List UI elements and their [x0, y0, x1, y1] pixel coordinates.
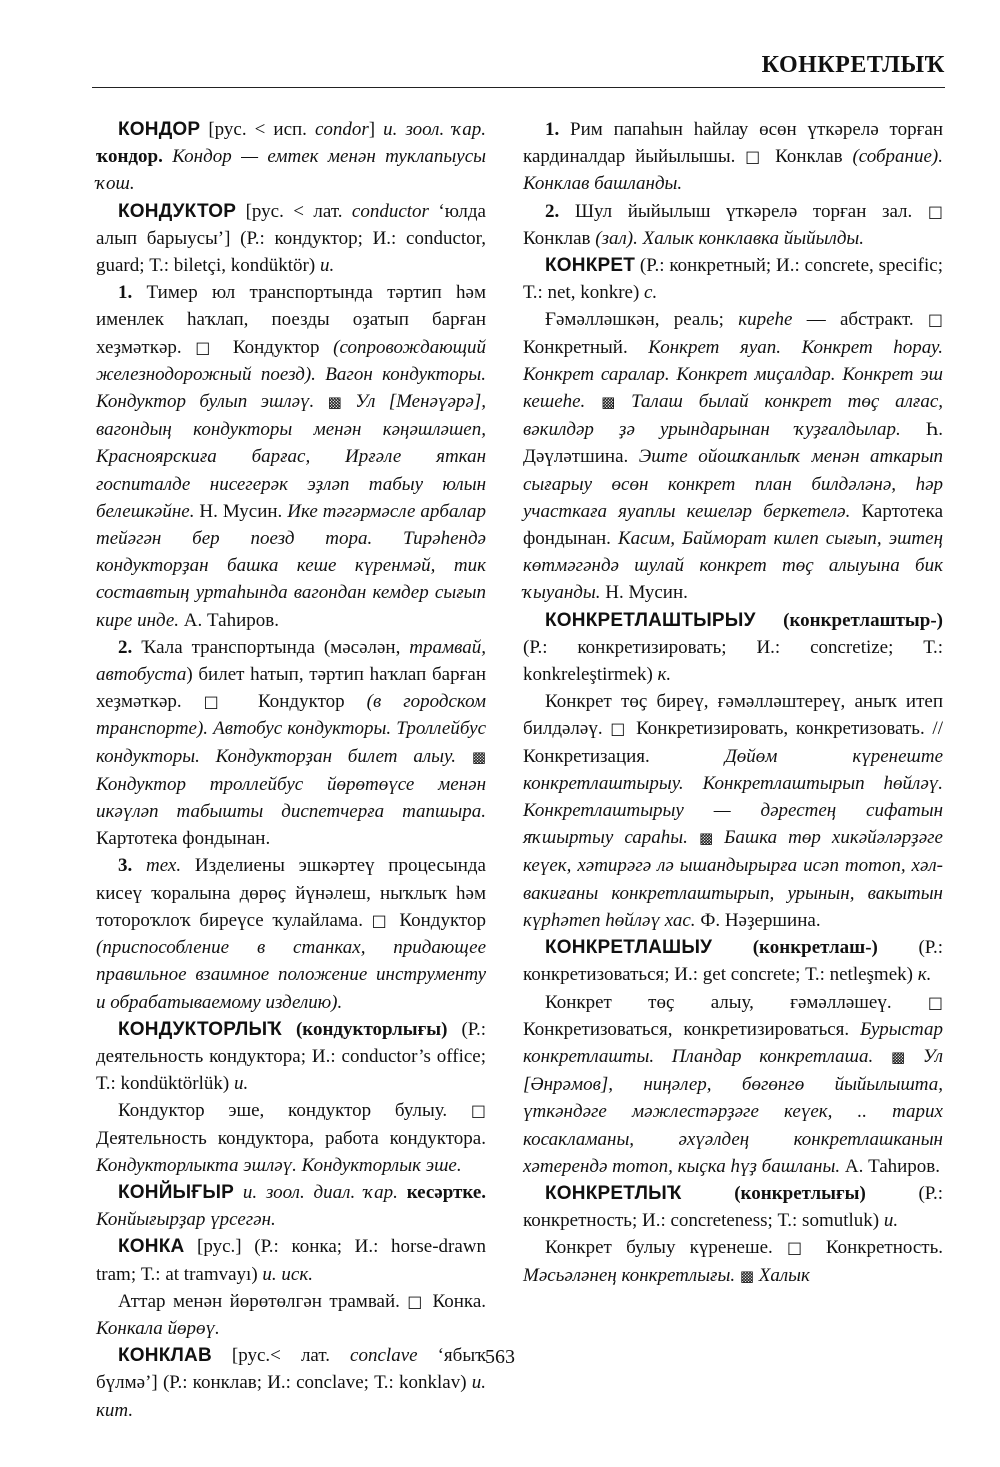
headword: КОНКРЕТ	[545, 255, 636, 277]
sense-text: ) билет һатып, тәртип һаҡлап барған хеҙмәткәр.	[96, 664, 486, 713]
definition	[96, 1097, 486, 1179]
definition-text: Конкретизировать, конкретизовать. // Конкретизация.	[523, 718, 943, 767]
definition-text: Конкретность.	[811, 1237, 943, 1259]
sense-number: 1.	[118, 282, 133, 304]
sense-text: Кондуктор	[390, 909, 486, 931]
page-number: 563	[485, 1346, 515, 1368]
entry-konkret	[523, 252, 943, 306]
definition	[523, 1234, 943, 1289]
entry-bold: ҡондор.	[96, 146, 173, 168]
space	[132, 855, 146, 876]
translation-box-icon: □	[927, 201, 943, 221]
definition-text: Конкретный.	[523, 336, 649, 358]
definition	[96, 1288, 486, 1342]
translation-box-icon: □	[407, 1291, 426, 1311]
sense-1	[523, 116, 943, 198]
definition	[523, 306, 943, 606]
entry-italic: с.	[644, 282, 658, 304]
entry-kondor	[96, 116, 486, 198]
entry-bold: (конкретлаштыр-)	[755, 609, 943, 631]
citation-author: А. Таһиров.	[179, 609, 279, 631]
entry-example: Конйығырҙар үрсегән.	[96, 1209, 276, 1231]
entry-example: Кондор — емтек менән туклanыусы ҡош.	[96, 146, 486, 195]
entry-konkretlashtyryu	[523, 607, 943, 689]
headword: КОНДОР	[118, 119, 201, 140]
sense-text: Кондуктор	[236, 691, 367, 713]
entry-italic: и.	[319, 255, 335, 277]
entry-text: (Р.: конкретность; И.: concreteness; Т.: somutluk)	[523, 1182, 943, 1232]
definition-text: Кондуктор эше, кондуктор булыу.	[118, 1100, 471, 1122]
sense-italic: тех.	[146, 855, 182, 877]
definition-example: Конкала йөрөү.	[96, 1317, 220, 1339]
sense-text: Тимер юл транспортында тәртип һәм именлек һаҡлап, поезды оҙатып барған хеҙмәткәр.	[96, 282, 486, 358]
definition-text: Конка.	[425, 1290, 487, 1312]
translation-box-icon: □	[195, 337, 220, 357]
definition-example: Кондукторлыкта эшләү. Кондукторлык эше.	[96, 1154, 462, 1176]
sense-text: Конклав	[765, 146, 853, 168]
definition-text: Конкретизоваться, конкретизироваться.	[523, 1018, 861, 1040]
definition-text: Конкрет төҫ алыу, ғәмәлләшеү.	[545, 991, 928, 1013]
citation-text: Башка төр хикәйәләрҙәге кеүек, хәтирәгә лә ышандырырға исәп тотоп, хәл-вакиғаны конкретлаштырып, урынын, вакытын күрһәтеп һөйләү хас.	[523, 827, 943, 931]
citation-square-icon: ▩	[471, 747, 487, 766]
citation-square-icon: ▩	[890, 1047, 906, 1066]
entry-italic: к.	[917, 964, 932, 986]
entry-text: (Р.: деятельность кондуктора; И.: conductor’s office; Т.: kondüktörlük)	[96, 1018, 486, 1095]
entry-konyygyr	[96, 1179, 486, 1233]
entry-text: (Р.: конкретизоваться; И.: get concrete; Т.: netleşmek)	[523, 937, 943, 986]
definition-text: — абстракт.	[792, 309, 928, 331]
definition-text: Деятельность кондуктора, работа кондуктора.	[96, 1127, 486, 1149]
definition-text: Аттар менән йөрөтөлгән трамвай.	[118, 1290, 408, 1312]
citation-author: Картотека фондынан.	[523, 500, 943, 550]
entry-italic: condor	[314, 119, 369, 140]
citation-square-icon: ▩	[739, 1266, 755, 1285]
sense-text: Конклав	[523, 227, 596, 249]
entry-text: [рус. < исп.	[200, 119, 315, 140]
headword: КОНДУКТОРЛЫҠ	[118, 1018, 282, 1040]
entry-konduktor	[96, 198, 486, 280]
citation-author: Ф. Нәҙершина.	[695, 909, 821, 931]
citation-text: Ике тәгәрмәсле арбалар тейәгән бер поезд тора. Тирәһендә кондукторҙан башка кеше күренмәй, тик составтың уртаһында вагондан кемдер сығып кире инде.	[96, 500, 486, 631]
entry-text: (Р.: конкретизировать; И.: concretize; Т.: konkreleştirmek)	[523, 636, 943, 686]
translation-box-icon: □	[927, 992, 943, 1012]
entry-konkretlashyu	[523, 934, 943, 988]
sense-2	[523, 198, 943, 252]
sense-text: Шул йыйылыш үткәрелә торған зал.	[559, 200, 928, 222]
definition-example: Бурыстар конкретлашты. Пландар конкретлаша.	[523, 1018, 943, 1067]
definition-italic: киреһе	[738, 309, 793, 331]
citation-text: Касим, Байморат килеп сығып, эштең көтмәгәндә шулай конкрет төҫ алыуына бик ҡыуанды.	[523, 528, 943, 604]
entry-italic: и.	[883, 1210, 899, 1232]
entry-bold: (кондукторлығы)	[281, 1018, 448, 1040]
entry-konkretlyk	[523, 1180, 943, 1234]
translation-box-icon: □	[470, 1101, 486, 1121]
citation-text: Кондуктор троллейбус йөрөтөүсе менән икәүләп табышты диспетчерға тапшыра.	[96, 773, 486, 823]
entry-bold: (конкретлығы)	[681, 1182, 866, 1204]
sense-text: Рим папаһын һайлау өсөн үткәрелә торған кардиналдар йыйылышы.	[523, 119, 943, 168]
citation-square-icon: ▩	[327, 393, 342, 412]
entry-konka	[96, 1233, 486, 1287]
headword: КОНДУКТОР	[118, 200, 237, 222]
citation-text: Халык	[754, 1264, 810, 1286]
definition-text: Ғәмәлләшкән, реаль;	[545, 309, 739, 331]
entry-italic: conclave	[350, 1345, 418, 1367]
sense-3	[96, 852, 486, 1015]
entry-bold: кесәртке.	[406, 1181, 486, 1203]
sense-2	[96, 634, 486, 853]
sense-example: (приспособление в станках, придающее правильное взаимное положение инструменту и обрабатываемому изделию).	[96, 937, 486, 1013]
citation-author: А. Таһиров.	[840, 1155, 941, 1177]
sense-example: (сопровождающий железнодорожный поезд). Вагон кондукторы. Кондуктор булып эшләү.	[96, 336, 486, 413]
sense-text: Ҡала транспортында (мәсәлән,	[132, 636, 410, 658]
definition-example: Мәсьәләнең конкретлығы.	[523, 1264, 736, 1286]
entry-italic: и. кит.	[96, 1372, 486, 1421]
translation-box-icon: □	[745, 147, 766, 167]
sense-example: (собрание). Конклав башланды.	[523, 146, 943, 195]
sense-text: Кондуктор	[219, 336, 334, 358]
entry-italic: conductor	[351, 200, 429, 222]
sense-text: Изделиены эшкәртеү процесында кисеү ҡоралына дөрөҫ йүнәлеш, ныҡлыҡ һәм тотороҡлоҡ биреүсе ҡулайлама.	[96, 855, 486, 931]
left-column	[96, 116, 486, 1424]
sense-number: 3.	[118, 855, 133, 877]
entry-konduktorlyk	[96, 1016, 486, 1098]
entry-bold: (конкретлаш-)	[712, 937, 878, 959]
citation-text: Ул [Менәүәрә], вагондың кондукторы менән кәңәшләшеп, Красноярскиға барғас, Ирғәле яткан госпиталде нисегерәк эҙләп табыу юлын белешкәйне.	[96, 391, 486, 522]
sense-italic: трамвай, автобуста	[96, 636, 486, 686]
header-rule	[92, 87, 945, 88]
sense-number: 2.	[118, 636, 133, 658]
citation-author: Һ. Дәүләтшина.	[523, 419, 943, 468]
entry-italic: и. зоол. диал. ҡар.	[234, 1181, 407, 1203]
entry-italic: и. зоол. ҡар.	[383, 119, 486, 140]
entry-italic: и. иск.	[262, 1263, 313, 1285]
headword: КОНКРЕТЛАШЫУ	[545, 937, 713, 959]
headword: КОНКЛАВ	[118, 1345, 212, 1367]
entry-text: ‘ябыҡ бүлмә’] (Р.: конклав; И.: conclave; Т.: konklav)	[96, 1345, 486, 1394]
translation-box-icon: □	[787, 1238, 812, 1258]
definition	[523, 989, 943, 1180]
definition	[523, 688, 943, 934]
sense-example: (в городском транспорте). Автобус кондукторы. Троллейбус кондукторы. Кондукторҙан билет алыу.	[96, 691, 486, 767]
entry-text: [рус. < лат.	[236, 200, 352, 222]
translation-box-icon: □	[927, 310, 943, 330]
entry-text: ]	[368, 119, 384, 140]
entry-italic: к.	[657, 664, 672, 686]
citation-text: Ул [Әнрәмов], ниңәлер, бөгөнгө йыйылышта, үткәндәге мәжлестәрҙәге кеүек, .. тарих косакламаны, әхүәлдең конкретлашканын хәтерендә тотоп, кыҫка һүҙ башланы.	[523, 1045, 944, 1177]
running-head: КОНКРЕТЛЫҠ	[761, 52, 945, 78]
entry-text: (Р.: конкретный; И.: concrete, specific; Т.: net, konkre)	[523, 255, 943, 304]
entry-italic: и.	[233, 1073, 249, 1095]
definition-example: Дөйөм күренеште конкретлаштырыу. Конкретлаштырып һөйләү. Конкретлаштырыу — дәрестең сифатын яҡшыртыу сараһы.	[523, 745, 943, 849]
citation-author: Н. Мусин.	[600, 582, 688, 604]
citation-text: Талаш былай конкрет төҫ алғас, вәкилдәр ҙә урындарынан ҡуҙғалдылар.	[523, 391, 943, 441]
citation-author: Картотека фондынан.	[96, 828, 271, 850]
definition-text: Конкрет булыу күренеше.	[545, 1237, 787, 1259]
headword: КОНЙЫҒЫР	[118, 1181, 234, 1203]
citation-text: Эште ойошҡанлыҡ менән аткарып сығарыу өсөн конкрет план билдәләнә, һәр участкаға яуаплы кешеләр беркетелә.	[523, 446, 943, 522]
definition-text: Конкрет төҫ биреү, ғәмәлләштереү, аныҡ итеп билдәләү.	[523, 691, 943, 740]
entry-text: [рус.] (Р.: конка; И.: horse-drawn tram; Т.: at tramvayı)	[96, 1236, 486, 1285]
headword: КОНКА	[118, 1236, 185, 1258]
headword: КОНКРЕТЛЫҠ	[545, 1182, 682, 1204]
headword: КОНКРЕТЛАШТЫРЫУ	[545, 609, 756, 631]
sense-number: 2.	[545, 200, 560, 222]
entry-text: ‘юлда алып барыусы’] (Р.: кондуктор; И.: conductor, guard; Т.: biletçi, kondüktör)	[96, 200, 486, 277]
citation-author: Н. Мусин.	[194, 500, 288, 522]
sense-number: 1.	[545, 119, 560, 140]
definition-example: Конкрет яуап. Конкрет һорау. Конкрет саралар. Конкрет миҫалдар. Конкрет эш кешеһе.	[523, 336, 943, 413]
translation-box-icon: □	[203, 692, 237, 712]
citation-square-icon: ▩	[601, 393, 616, 412]
sense-example: (зал). Халык конклавка йыйылды.	[595, 227, 865, 249]
citation-square-icon: ▩	[698, 829, 714, 848]
translation-box-icon: □	[371, 910, 391, 930]
right-column	[523, 116, 943, 1290]
entry-text: [рус.< лат.	[211, 1345, 351, 1367]
translation-box-icon: □	[610, 719, 629, 739]
sense-1	[96, 279, 486, 634]
